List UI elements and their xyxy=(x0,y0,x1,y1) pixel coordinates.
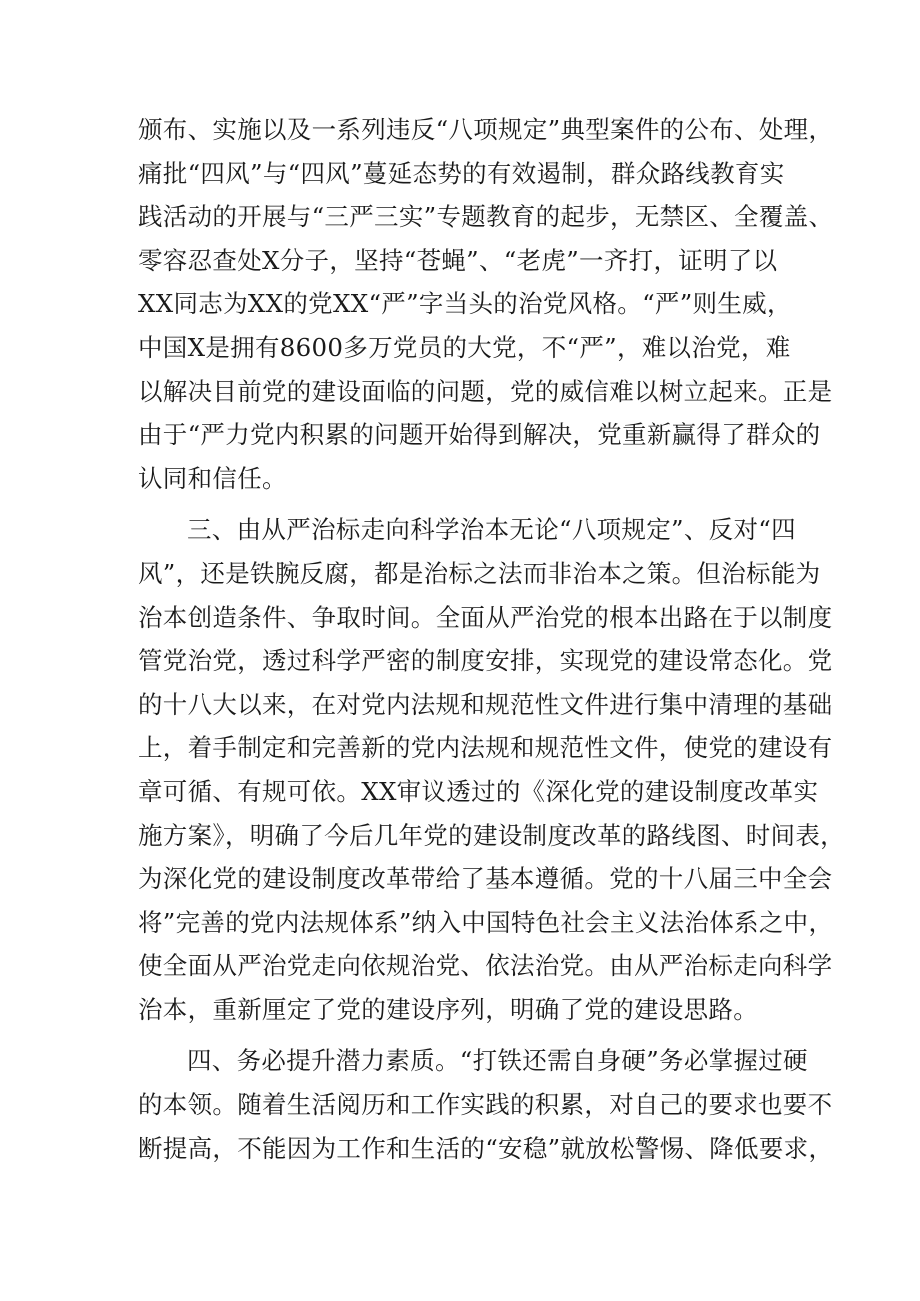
text-line: 治本创造条件、争取时间。全面从严治党的根本出路在于以制度 xyxy=(138,602,833,632)
text-line: 管党治党，透过科学严密的制度安排，实现党的建设常态化。党 xyxy=(138,646,833,676)
text-line: 零容忍查处X分子，坚持“苍蝇”、“老虎”一齐打，证明了以 xyxy=(138,245,778,275)
document-body xyxy=(138,108,845,1170)
text-line: 的十八大以来，在对党内法规和规范性文件进行集中清理的基础 xyxy=(138,689,833,719)
section-four-heading-line: 四、务必提升潜力素质。“打铁还需自身硬”务必掌握过硬 xyxy=(187,1046,808,1076)
text-line: 由于“严力党内积累的问题开始得到解决，党重新赢得了群众的 xyxy=(138,420,821,450)
text-line: 的本领。随着生活阅历和工作实践的积累，对自己的要求也要不 xyxy=(138,1090,833,1120)
text-line: 为深化党的建设制度改革带给了基本遵循。党的十八届三中全会 xyxy=(138,864,833,894)
text-line: 施方案》，明确了今后几年党的建设制度改革的路线图、时间表， xyxy=(138,820,845,850)
section-three-heading-line: 三、由从严治标走向科学治本无论“八项规定”、反对“四 xyxy=(187,515,796,545)
text-line: 上，着手制定和完善新的党内法规和规范性文件，使党的建设有 xyxy=(138,733,833,763)
text-line: XX同志为XX的党XX“严”字当头的治党风格。“严”则生威， xyxy=(138,289,792,319)
text-line: 痛批“四风”与“四风”蔓延态势的有效遏制，群众路线教育实 xyxy=(138,158,785,188)
text-line: 将”完善的党内法规体系”纳入中国特色社会主义法治体系之中， xyxy=(138,907,834,937)
text-line: 中国X是拥有8600多万党员的大党，不“严”，难以治党，难 xyxy=(138,332,791,362)
text-line: 践活动的开展与“三严三实”专题教育的起步，无禁区、全覆盖、 xyxy=(138,202,834,232)
text-line: 以解决目前党的建设面临的问题，党的威信难以树立起来。正是 xyxy=(138,376,833,406)
paragraph-gap xyxy=(138,500,818,508)
text-line: 风”，还是铁腕反腐，都是治标之法而非治本之策。但治标能为 xyxy=(138,558,821,588)
paragraph-gap xyxy=(138,1031,818,1039)
text-line: 认同和信任。 xyxy=(138,463,287,493)
text-line: 断提高，不能因为工作和生活的“安稳”就放松警惕、降低要求， xyxy=(138,1133,834,1163)
text-line: 颁布、实施以及一系列违反“八项规定”典型案件的公布、处理， xyxy=(138,115,834,144)
text-line: 章可循、有规可依。XX审议透过的《深化党的建设制度改革实 xyxy=(138,776,819,806)
text-line: 使全面从严治党走向依规治党、依法治党。由从严治标走向科学 xyxy=(138,951,833,981)
text-line: 治本，重新厘定了党的建设序列，明确了党的建设思路。 xyxy=(138,994,758,1024)
